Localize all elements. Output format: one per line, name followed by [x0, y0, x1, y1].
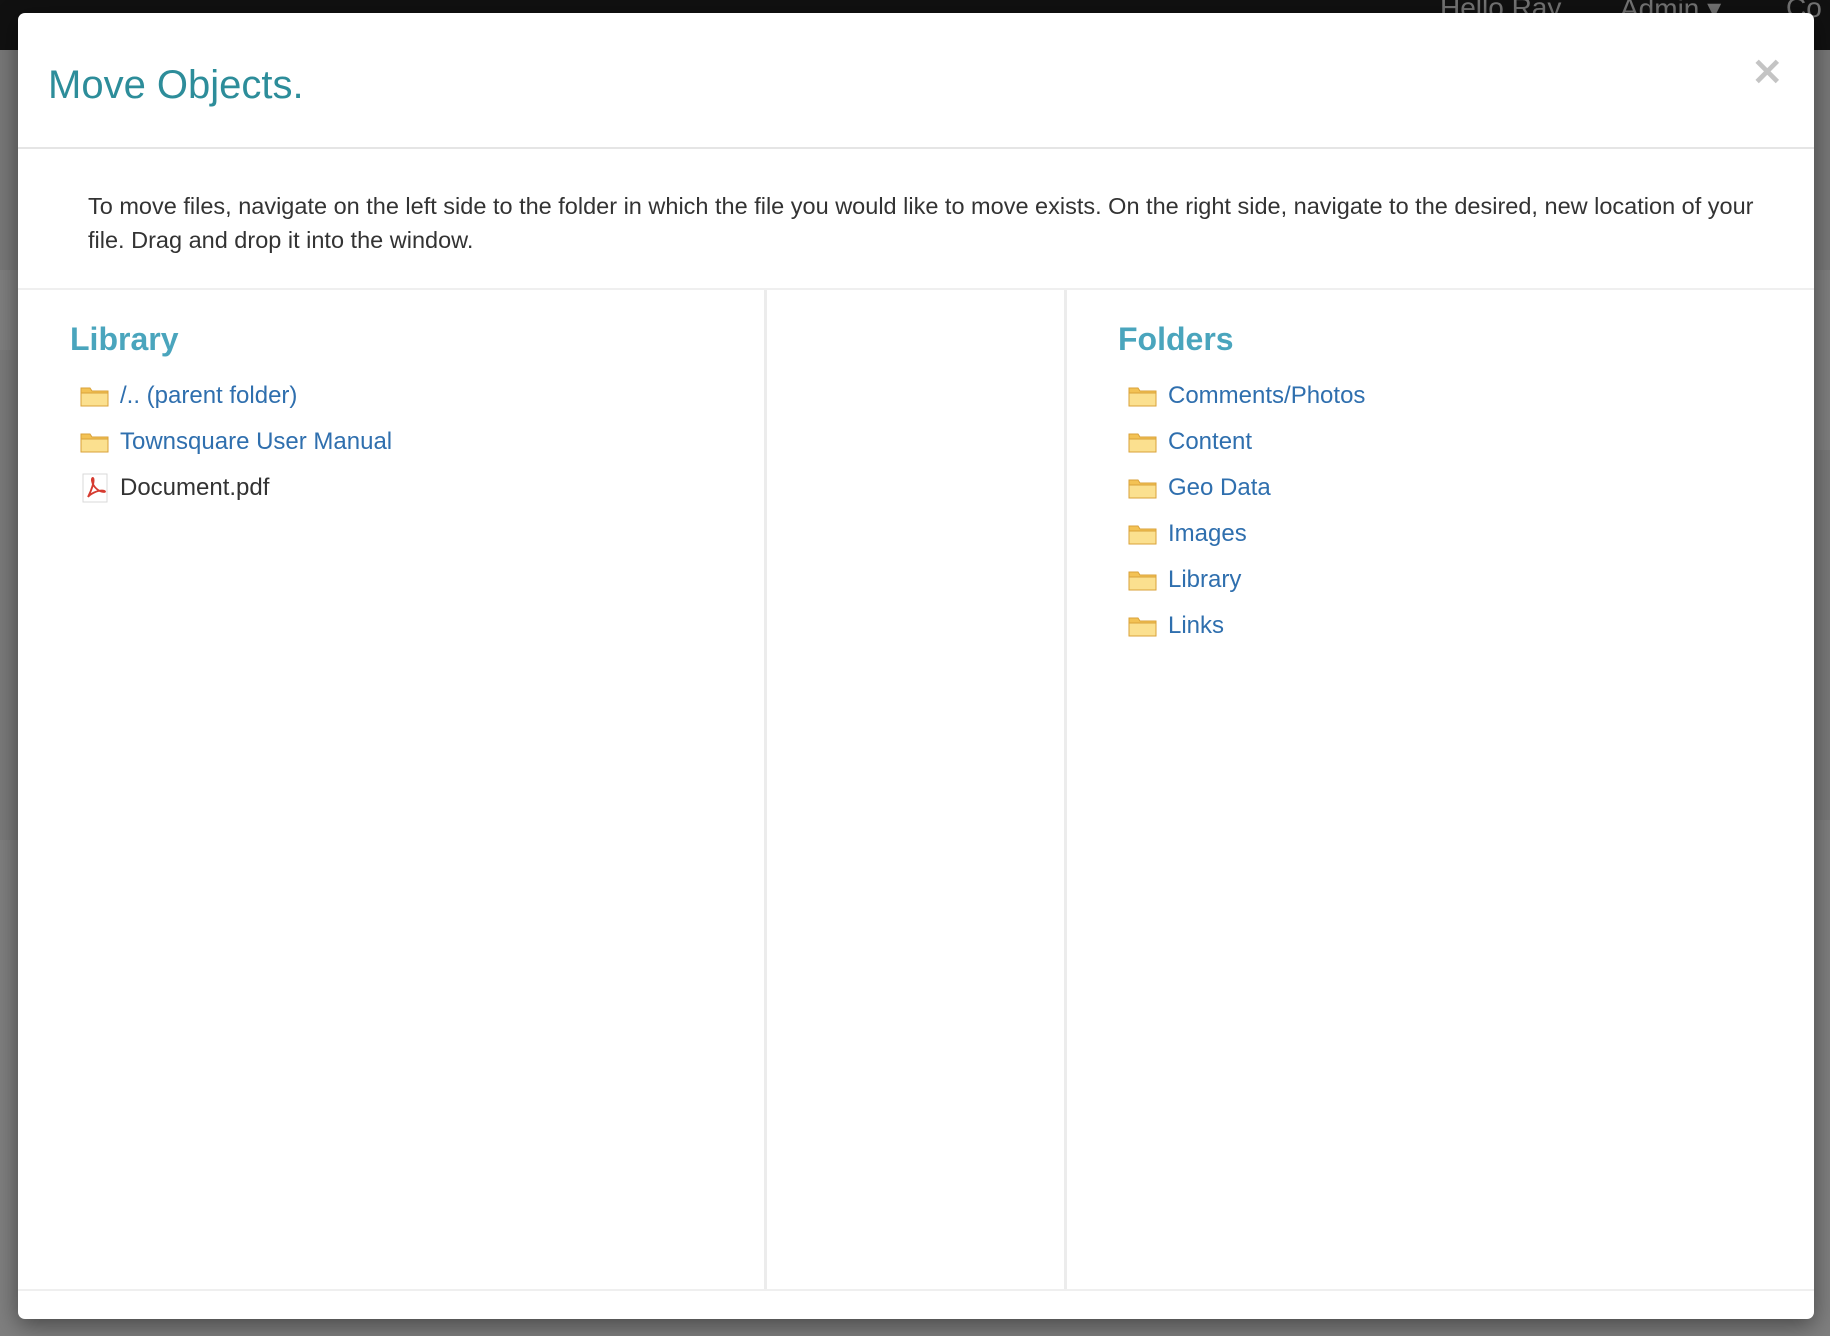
destination-pane[interactable] — [1118, 319, 1778, 649]
source-pane[interactable] — [70, 319, 750, 511]
folder-link[interactable]: Townsquare User Manual — [120, 428, 393, 455]
drop-zone[interactable] — [770, 293, 1060, 1253]
folder-icon — [1128, 384, 1158, 408]
folder-link[interactable]: /.. (parent folder) — [120, 382, 298, 409]
source-pane-title: Library — [70, 321, 179, 357]
list-item[interactable] — [80, 419, 750, 465]
pdf-icon — [80, 473, 110, 503]
folder-link[interactable]: Geo Data — [1168, 474, 1271, 501]
folder-icon — [80, 384, 110, 408]
instructions-text: To move files, navigate on the left side to the folder in which the file you would like to move exists. On the right side, navigate to the desired, new location of your file. Drag and drop it into the window. — [88, 193, 1754, 253]
folder-link[interactable]: Library — [1168, 566, 1242, 593]
list-item[interactable] — [1128, 373, 1778, 419]
folder-icon — [1128, 568, 1158, 592]
destination-folder-list — [1118, 373, 1778, 649]
folder-icon — [1128, 614, 1158, 638]
file-name[interactable]: Document.pdf — [120, 474, 270, 501]
list-item[interactable] — [1128, 511, 1778, 557]
folder-icon — [1128, 476, 1158, 500]
list-item[interactable] — [1128, 419, 1778, 465]
modal-header — [18, 13, 1814, 149]
list-item[interactable] — [1128, 603, 1778, 649]
column-divider — [764, 290, 767, 1290]
list-item[interactable] — [1128, 465, 1778, 511]
folder-link[interactable]: Comments/Photos — [1168, 382, 1366, 409]
footer-divider — [18, 1289, 1814, 1291]
folder-icon — [1128, 522, 1158, 546]
folder-icon — [80, 430, 110, 454]
column-divider — [1064, 290, 1067, 1290]
move-objects-modal — [18, 13, 1814, 1319]
folder-link[interactable]: Links — [1168, 612, 1225, 639]
destination-pane-title: Folders — [1118, 321, 1234, 357]
list-item[interactable] — [80, 373, 750, 419]
source-file-list — [70, 373, 750, 511]
close-button[interactable]: × — [1750, 48, 1784, 94]
folder-icon — [1128, 430, 1158, 454]
folder-link[interactable]: Content — [1168, 428, 1253, 455]
list-item[interactable] — [80, 465, 750, 511]
body-divider — [18, 288, 1814, 290]
list-item[interactable] — [1128, 557, 1778, 603]
modal-title: Move Objects. — [48, 63, 304, 107]
folder-link[interactable]: Images — [1168, 520, 1247, 547]
